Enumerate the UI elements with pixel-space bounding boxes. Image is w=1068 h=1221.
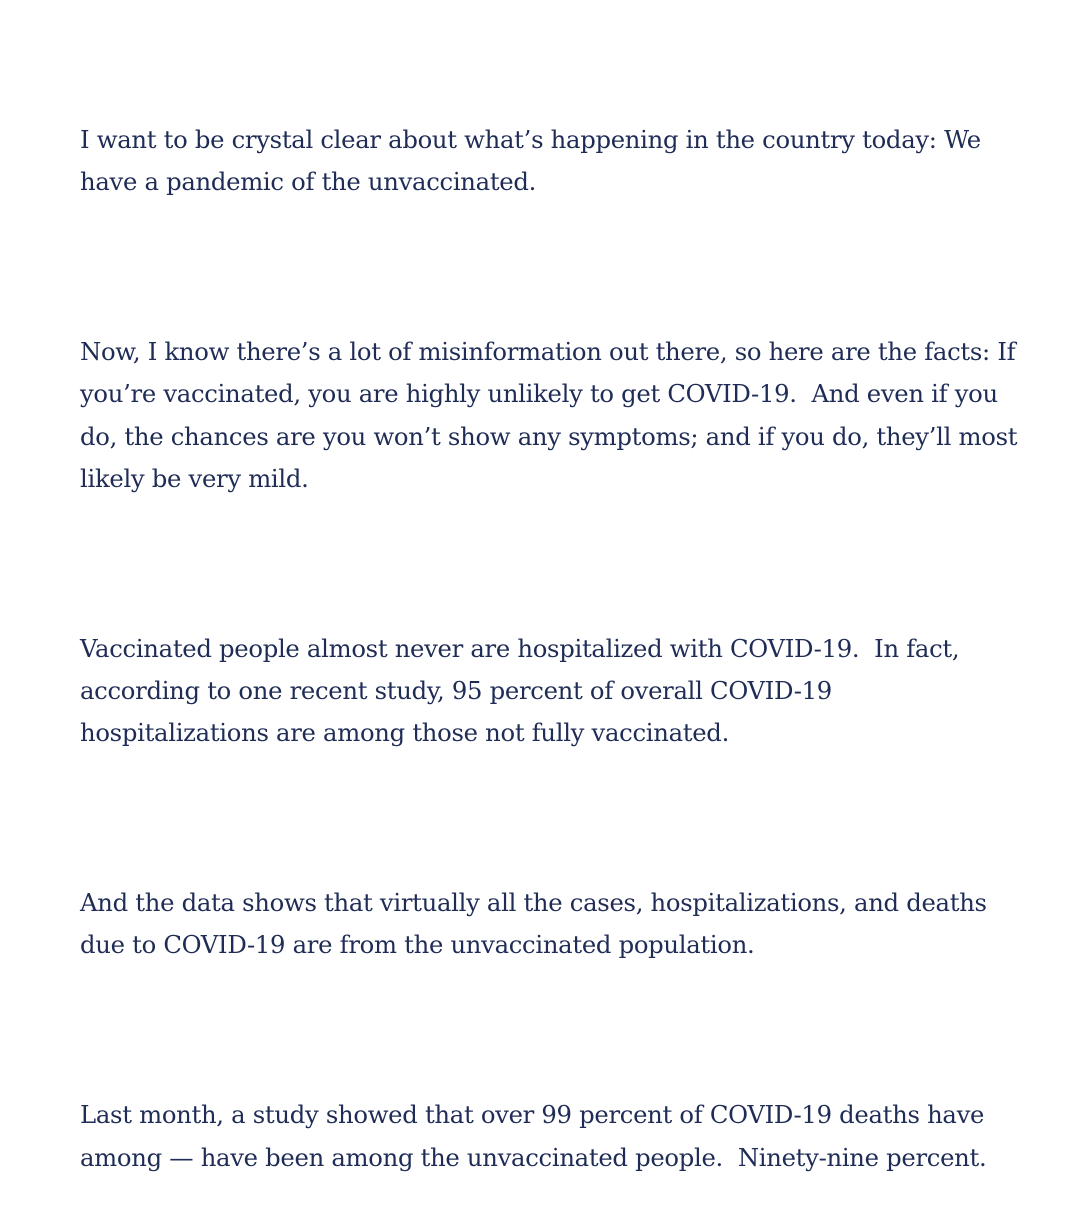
paragraph-2: Now, I know there’s a lot of misinformation out there, so here are the facts: If you’re vaccinated, you are highly unlikely to get COVID-19. And even if you do, the chances are you won’t show any symptoms; and if you do, they’ll most likely be very mild. — [80, 336, 1025, 494]
paragraph-4: And the data shows that virtually all the cases, hospitalizations, and deaths due to COVID-19 are from the unvaccinated population. — [80, 888, 995, 960]
paragraph-5: Last month, a study showed that over 99 percent of COVID-19 deaths have among — have been among the unvaccinated people. Ninety-nine percent. — [80, 1100, 992, 1172]
paragraph-3: Vaccinated people almost never are hospitalized with COVID-19. In fact, according to one recent study, 95 percent of overall COVID-19 hospitalizations are among those not fully vaccinated. — [80, 633, 967, 748]
article-body — [80, 34, 1025, 1221]
paragraph-1: I want to be crystal clear about what’s happening in the country today: We have a pandemic of the unvaccinated. — [80, 124, 989, 197]
